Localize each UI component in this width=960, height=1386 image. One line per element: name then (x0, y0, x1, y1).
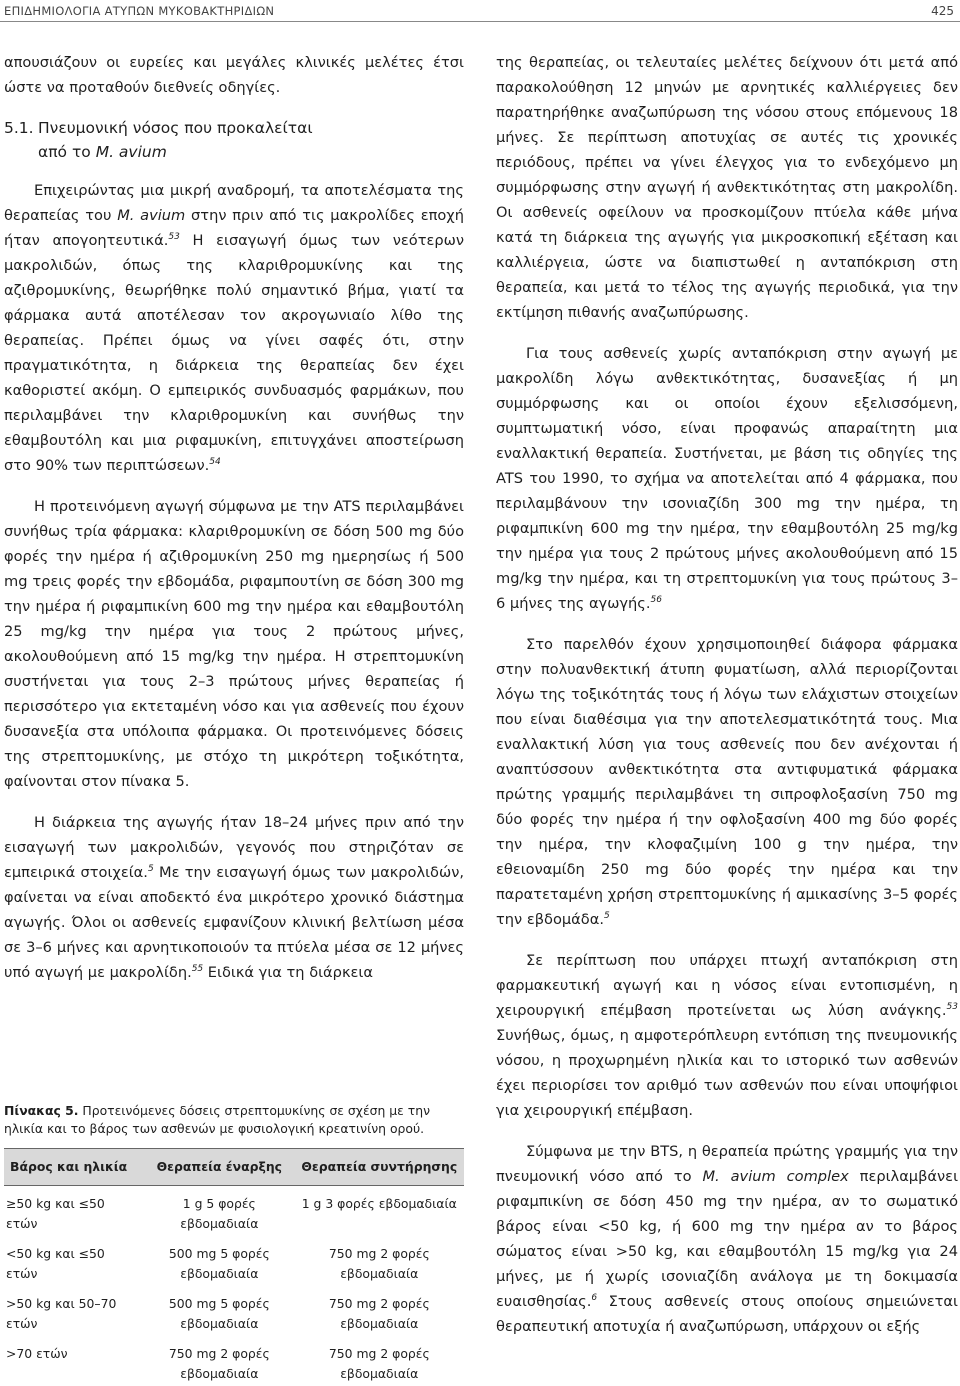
left-paragraph-1: απουσιάζουν οι ευρείες και μεγάλες κλινικές μελέτες έτσι ώστε να προταθούν διεθνείς οδηγίες. (4, 54, 464, 96)
reference-5: 5 (147, 864, 154, 875)
left-paragraph-3: Η προτεινόμενη αγωγή σύμφωνα με την ATS περιλαμβάνει συνήθως τρία φάρμακα: κλαριθρομυκίνη σε δόση 500 mg δύο φορές την ημέρα ή αζιθρομυκίνη 250 mg ημερησίως ή 500 mg τρεις φορές την εβδομάδα, ριφαμπουτίνη σε δόση 300 mg την ημέρα ή ριφαμπικίνη 600 mg την ημέρα και εθαμβουτόλη 25 mg/kg την ημέρα για τους 2 πρώτους μήνες, ακολουθούμενη από 15 mg/kg την ημέρα. Η στρεπτομυκίνη συστήνεται για τους 2–3 πρώτους μήνες θεραπείας ή περισσότερο για εκτεταμένη νόσο και για ασθενείς που έχουν δυσανεξία στα υπόλοιπα φάρμακα. Οι προτεινόμενες δόσεις της στρεπτομυκίνης, με στόχο τη μικρότερη τοξικότητα, φαίνονται στον πίνακα 5. (4, 498, 464, 790)
streptomycin-dose-table (4, 1148, 464, 1386)
table-label: Πίνακας 5. (4, 1103, 79, 1118)
page-header (0, 0, 960, 20)
table-cell: 750 mg 2 φορές εβδομαδιαία (328, 1246, 430, 1281)
table-cell: ≥50 kg και ≤50 ετών (6, 1196, 105, 1231)
table-5 (4, 1102, 464, 1386)
table-cell: <50 kg και ≤50 ετών (6, 1246, 105, 1281)
reference-55: 55 (191, 964, 204, 975)
table-cell: 750 mg 2 φορές εβδομαδιαία (168, 1346, 270, 1381)
table-caption: Πίνακας 5. Προτεινόμενες δόσεις στρεπτομυκίνης σε σχέση με την ηλικία και το βάρος των ασθενών με φυσιολογική κρεατινίνη ορού. (4, 1103, 431, 1136)
section-title-line1: Πνευμονική νόσος που προκαλείται (38, 119, 313, 137)
right-paragraph-5: Σύμφωνα με την BTS, η θεραπεία πρώτης γραμμής για την πνευμονική νόσο από το M. avium complex περιλαμβάνει ριφαμπικίνη σε δόση 450 mg την ημέρα, αν το σωματικό βάρος είναι <50 kg, ή 600 mg την ημέρα αν το βάρος σώματος είναι >50 kg, και εθαμβουτόλη 15 mg/kg για 24 μήνες, με ή χωρίς ισονιαζίδη ανάλογα με τη δοκιμασία ευαισθησίας.$^6$ Στους ασθενείς στους οποίους σημειώνεται θεραπευτική αποτυχία ή αναζωπύρωση, υπάρχουν οι εξής (496, 1143, 959, 1335)
header-maintenance-therapy: Θεραπεία συντήρησης (295, 1149, 464, 1186)
organism-name-complex: M. avium complex (702, 1168, 849, 1185)
left-column (4, 50, 464, 1001)
section-title-line2: από το M. avium (38, 143, 167, 161)
reference-53: 53 (168, 232, 180, 243)
right-paragraph-3: Στο παρελθόν έχουν χρησιμοποιηθεί διάφορα φάρμακα στην πολυανθεκτική άτυπη φυματίωση, αλλά περιορίζονται λόγω της τοξικότητάς τους ή λόγω των ελάχιστων στοιχείων που είναι διαθέσιμα για την αποτελεσματικότητά τους. Μια εναλλακτική λύση για τους ασθενείς που δεν ανέχονται ή αναπτύσσουν ανθεκτικότητα στα αντιφυματικά φάρμακα πρώτης γραμμής περιλαμβάνει τη σιπροφλοξασίνη 750 mg δύο φορές την ημέρα ή την οφλοξασίνη 400 mg δύο φορές την ημέρα, την κλοφαζιμίνη 100 g την ημέρα, την εθειοναμίδη 250 mg δύο φορές την ημέρα και την παρατεταμένη χρήση στρεπτομυκίνης ή αμικασίνης 3–5 φορές την εβδομάδα.$^5$ (496, 636, 958, 928)
table-header-row (4, 1149, 464, 1186)
table-cell: 1 g 5 φορές εβδομαδιαία (180, 1196, 259, 1231)
right-column (496, 50, 958, 1355)
table-row (4, 1236, 464, 1286)
table-cell: >70 ετών (6, 1346, 68, 1361)
left-paragraph-4: Η διάρκεια της αγωγής ήταν 18–24 μήνες πριν από την εισαγωγή των μακρολιδών, γεγονός που στηριζόταν σε εμπειρικά στοιχεία.$^5$ Με την εισαγωγή όμως των μακρολιδών, φαίνεται να είναι αποδεκτό ένα μικρότερο χρονικό διάστημα αγωγής. Όλοι οι ασθενείς εμφανίζουν κλινική βελτίωση μέσα σε 3–6 μήνες και αρνητικοποιούν τα πτύελα μέσα σε 12 μήνες υπό αγωγή με μακρολίδη.$^{55}$ Ειδικά για τη διάρκεια (4, 814, 465, 981)
reference-6: 6 (591, 1293, 598, 1304)
table-row (4, 1186, 464, 1237)
table-row (4, 1286, 464, 1336)
table-cell: 1 g 3 φορές εβδομαδιαία (301, 1196, 457, 1211)
header-weight-age: Βάρος και ηλικία (4, 1149, 144, 1186)
reference-53b: 53 (946, 1002, 958, 1013)
reference-56: 56 (650, 595, 662, 606)
table-cell: 500 mg 5 φορές εβδομαδιαία (168, 1246, 270, 1281)
left-paragraph-2: Επιχειρώντας μια μικρή αναδρομή, τα αποτελέσματα της θεραπείας του M. avium στην πριν από τις μακρολίδες εποχή ήταν απογοητευτικά.$^{53}$ Η εισαγωγή όμως των νεότερων μακρολιδών, όπως της κλαριθρομυκίνης και της αζιθρομυκίνης, θεωρήθηκε πολύ σημαντικό βήμα, γιατί τα φάρμακα αυτά αποτέλεσαν τον ακρογωνιαίο λίθο της θεραπείας. Πρέπει όμως να γίνει σαφές ότι, στην πραγματικότητα, η διάρκεια της θεραπείας δεν έχει καθοριστεί ακόμη. Ο εμπειρικός συνδυασμός φαρμάκων, που περιλαμβάνει την κλαριθρομυκίνη και συνήθως την εθαμβουτόλη και μια ριφαμυκίνη, επιτυγχάνει αποστείρωση στο 90% των περιπτώσεων.$^{54}$ (4, 182, 464, 474)
header-initial-therapy: Θεραπεία έναρξης (144, 1149, 295, 1186)
table-cell: >50 kg και 50–70 ετών (6, 1296, 117, 1331)
running-title: ΕΠΙΔΗΜΙΟΛΟΓΙΑ ΑΤΥΠΩΝ ΜΥΚΟΒΑΚΤΗΡΙΔΙΩΝ (4, 4, 275, 18)
page-number: 425 (931, 4, 954, 18)
organism-name: M. avium (95, 143, 167, 161)
table-cell: 750 mg 2 φορές εβδομαδιαία (328, 1346, 430, 1381)
header-rule (0, 21, 960, 22)
table-row (4, 1336, 464, 1386)
table-cell: 750 mg 2 φορές εβδομαδιαία (328, 1296, 430, 1331)
right-paragraph-2: Για τους ασθενείς χωρίς ανταπόκριση στην αγωγή με μακρολίδη λόγω ανθεκτικότητας, δυσανεξίας ή μη συμμόρφωσης και οι οποίοι έχουν εξελισσόμενη, συμπτωματική νόσο, είναι προφανώς απαραίτητη μια εναλλακτική θεραπεία. Συστήνεται, με βάση τις οδηγίες της ATS του 1990, το σχήμα να αποτελείται από 4 φάρμακα, που περιλαμβάνουν την ισονιαζίδη 300 mg την ημέρα, τη ριφαμπικίνη 600 mg την ημέρα, την εθαμβουτόλη 25 mg/kg την ημέρα για τους 2 πρώτους μήνες ακολουθούμενη από 15 mg/kg την ημέρα, και τη στρεπτομυκίνη για τους πρώτους 3–6 μήνες της αγωγής.$^{56}$ (496, 345, 958, 612)
reference-5b: 5 (603, 911, 610, 922)
right-paragraph-1: της θεραπείας, οι τελευταίες μελέτες δείχνουν ότι μετά από παρακολούθηση 12 μηνών με αρνητικές καλλιέργειες δεν παρατηρήθηκε αναζωπύρωση της νόσου στους επόμενους 18 μήνες. Σε περίπτωση αποτυχίας σε αυτές τις χρονικές περιόδους, πρέπει να γίνει έλεγχος για το ενδεχόμενο μη συμμόρφωσης στην αγωγή ή ανθεκτικότητας στη μακρολίδη. Οι ασθενείς οφείλουν να προσκομίζουν πτύελα κάθε μήνα κατά τη διάρκεια της αγωγής για μικροσκοπική εξέταση και καλλιέργεια, ώστε να διαπιστωθεί η ανταπόκριση στη θεραπεία, και μετά το τέλος της αγωγής περιοδικά, για την εκτίμηση πιθανής αναζωπύρωσης. (496, 54, 958, 321)
section-heading (4, 116, 464, 164)
section-number: 5.1. (4, 119, 34, 137)
reference-54: 54 (209, 457, 221, 468)
right-paragraph-4: Σε περίπτωση που υπάρχει πτωχή ανταπόκριση στη φαρμακευτική αγωγή και η νόσος είναι εντοπισμένη, η χειρουργική επέμβαση προτείνεται ως λύση ανάγκης.$^{53}$ Συνήθως, όμως, η αμφοτερόπλευρη εντόπιση της πνευμονικής νόσου, η προχωρημένη ηλικία και το ιστορικό των ασθενών έχει περιορίσει τον αριθμό των ασθενών που είναι υποψήφιοι για χειρουργική επέμβαση. (496, 952, 958, 1119)
table-cell: 500 mg 5 φορές εβδομαδιαία (168, 1296, 270, 1331)
